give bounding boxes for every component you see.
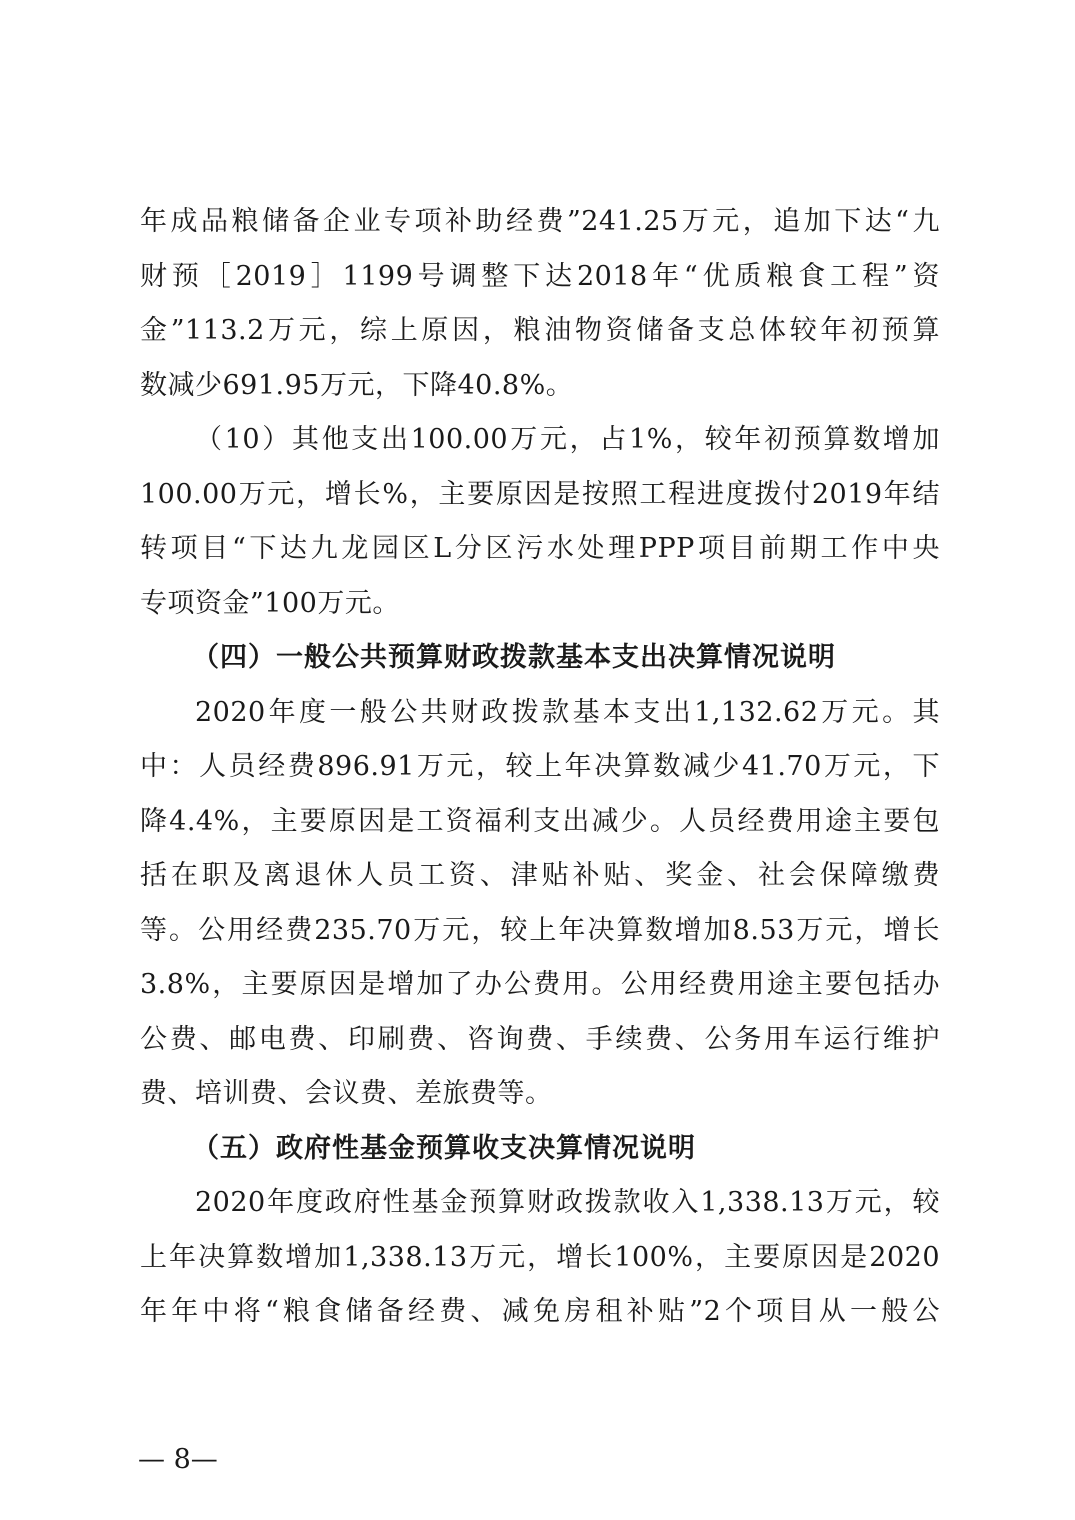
section-heading: （四）一般公共预算财政拨款基本支出决算情况说明 <box>192 642 836 673</box>
text-line: 财预［2019］1199号调整下达2018年“优质粮食工程”资 <box>140 260 940 292</box>
text-line: 2020年度政府性基金预算财政拨款收入1,338.13万元，较 <box>195 1187 940 1218</box>
text-line: 括在职及离退休人员工资、津贴补贴、奖金、社会保障缴费 <box>140 860 940 891</box>
text-line: 上年决算数增加1,338.13万元，增长100%，主要原因是2020 <box>140 1241 940 1273</box>
text-line: 费、培训费、会议费、差旅费等。 <box>140 1078 553 1109</box>
text-line: 100.00万元，增长%，主要原因是按照工程进度拨付2019年结 <box>140 478 940 510</box>
text-line: 金”113.2万元，综上原因，粮油物资储备支总体较年初预算 <box>140 315 940 346</box>
text-line: 转项目“下达九龙园区L分区污水处理PPP项目前期工作中央 <box>140 533 940 564</box>
text-line: 数减少691.95万元，下降40.8%。 <box>140 369 574 401</box>
body-text <box>140 195 940 1340</box>
section-heading: （五）政府性基金预算收支决算情况说明 <box>192 1132 696 1164</box>
text-line: 等。公用经费235.70万元，较上年决算数增加8.53万元，增长 <box>140 914 940 946</box>
text-line: 公费、邮电费、印刷费、咨询费、手续费、公务用车运行维护 <box>140 1023 940 1055</box>
text-line: 年成品粮储备企业专项补助经费”241.25万元，追加下达“九 <box>140 206 940 237</box>
text-line: 年年中将“粮食储备经费、减免房租补贴”2个项目从一般公 <box>140 1296 940 1327</box>
text-line: （10）其他支出100.00万元，占1%，较年初预算数增加 <box>195 424 940 455</box>
text-line: 降4.4%，主要原因是工资福利支出减少。人员经费用途主要包 <box>140 805 940 837</box>
text-line: 中：人员经费896.91万元，较上年决算数减少41.70万元，下 <box>140 751 940 782</box>
text-line: 2020年度一般公共财政拨款基本支出1,132.62万元。其 <box>195 696 940 728</box>
text-line: 专项资金”100万元。 <box>140 587 400 619</box>
text-line: 3.8%，主要原因是增加了办公费用。公用经费用途主要包括办 <box>140 969 940 1000</box>
page-number: — 8— <box>138 1444 218 1475</box>
